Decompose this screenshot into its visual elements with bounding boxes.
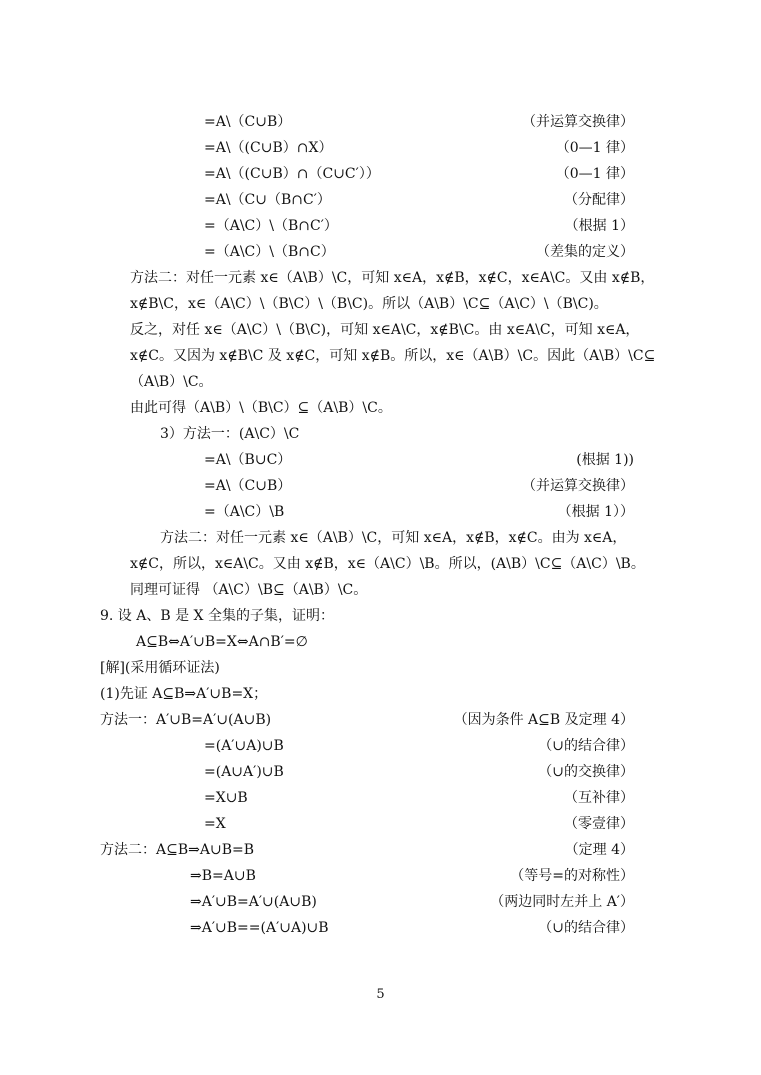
paragraph-line: x∉C，所以，x∈A\C。又由 x∉B，x∈（A\C）\B。所以，(A\B）\C⊆（A\C）\B。	[130, 556, 645, 572]
line: =A\（B∪C）	[204, 452, 292, 468]
line: ⇒A′∪B==(A′∪A)∪B	[190, 920, 329, 936]
step-heading: (1)先证 A⊆B⇒A′∪B=X；	[100, 686, 268, 702]
line: ⇒A′∪B=A′∪(A∪B)	[190, 894, 317, 910]
justification: （0—1 律）	[555, 166, 634, 182]
line: 方法一：A′∪B=A′∪(A∪B)	[100, 712, 272, 728]
section-line: 3）方法一：(A\C）\C	[160, 426, 300, 442]
justification: （根据 1）	[564, 218, 634, 234]
justification: （根据 1））	[557, 504, 634, 520]
line: 方法二：A⊆B⇒A∪B=B	[100, 842, 255, 858]
paragraph-line: x∉C。又因为 x∉B\C 及 x∉C，可知 x∉B。所以，x∈（A\B）\C。因此（A\B）\C⊆	[130, 348, 656, 364]
justification: （分配律）	[564, 192, 634, 208]
paragraph-line: 方法二：对任一元素 x∈（A\B）\C，可知 x∈A，x∉B，x∉C。由为 x∈A，	[160, 530, 627, 546]
justification: （∪的交换律）	[538, 764, 634, 780]
justification: （∪的结合律）	[538, 738, 634, 754]
justification: （两边同时左并上 A′）	[490, 894, 634, 910]
line: ⇒B=A∪B	[190, 868, 256, 884]
paragraph-line: 反之，对任 x∈（A\C）\（B\C)，可知 x∈A\C，x∉B\C。由 x∈A\C，可知 x∈A，	[130, 322, 640, 338]
justification: （并运算交换律）	[522, 114, 634, 130]
line: =（A\C）\（B∩C′）	[204, 218, 338, 234]
line: =(A′∪A)∪B	[204, 738, 284, 754]
paragraph-line: 由此可得（A\B）\（B\C）⊆（A\B）\C。	[130, 400, 392, 416]
justification: (根据 1))	[576, 452, 634, 468]
justification: （0—1 律）	[555, 140, 634, 156]
line: =（A\C）\（B∩C）	[204, 244, 335, 260]
paragraph-line: x∉B\C，x∈（A\C）\（B\C）\（B\C)。所以（A\B）\C⊆（A\C）\（B\C)。	[130, 296, 608, 312]
paragraph-line: 方法二：对任一元素 x∈（A\B）\C，可知 x∈A，x∉B，x∉C，x∈A\C。又由 x∉B，	[130, 270, 655, 286]
paragraph-line: 同理可证得 （A\C）\B⊆（A\B）\C。	[130, 582, 368, 598]
justification: （互补律）	[564, 790, 634, 806]
justification: （差集的定义）	[536, 244, 634, 260]
line: =（A\C）\B	[204, 504, 285, 520]
line: =X	[204, 816, 226, 832]
justification: （∪的结合律）	[538, 920, 634, 936]
line: =A\（(C∪B）∩X）	[204, 140, 333, 156]
problem-statement: A⊆B⇔A′∪B=X⇔A∩B′=∅	[136, 634, 308, 650]
line: =A\（(C∪B）∩（C∪C′））	[204, 166, 380, 182]
problem-title: 9. 设 A、B 是 X 全集的子集，证明：	[100, 608, 334, 624]
line: =X∪B	[204, 790, 248, 806]
line: =A\（C∪（B∩C′）	[204, 192, 331, 208]
justification: （等号=的对称性）	[510, 868, 634, 884]
justification: （因为条件 A⊆B 及定理 4）	[453, 712, 634, 728]
justification: （零壹律）	[564, 816, 634, 832]
page-number: 5	[376, 987, 385, 1002]
justification: （定理 4）	[564, 842, 634, 858]
line: =(A∪A′)∪B	[204, 764, 284, 780]
justification: （并运算交换律）	[522, 478, 634, 494]
solution-heading: [解](采用循环证法)	[100, 660, 220, 676]
line: =A\（C∪B）	[204, 114, 292, 130]
line: =A\（C∪B）	[204, 478, 292, 494]
paragraph-line: （A\B）\C。	[130, 374, 213, 390]
